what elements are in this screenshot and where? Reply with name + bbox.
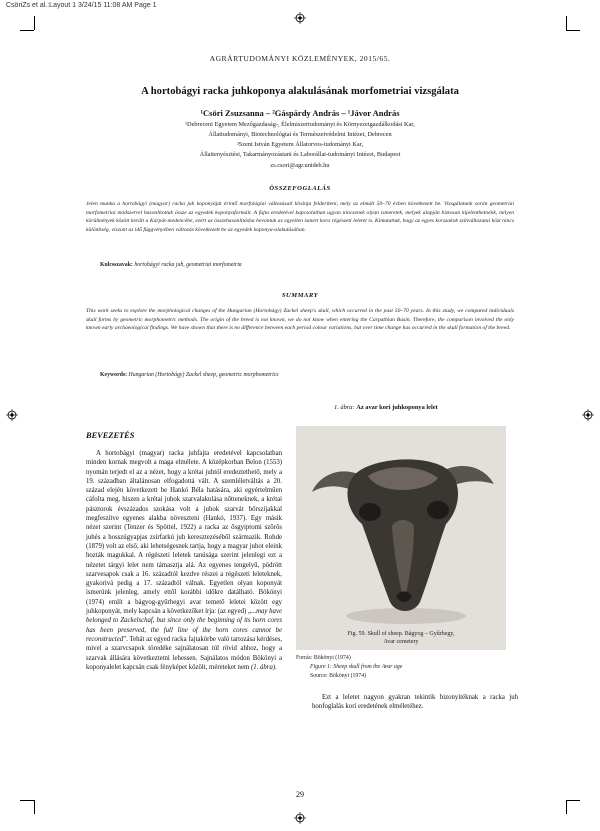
affiliation-line: Állattenyésztési, Takarmányozástani és Laborállat-tudományi Intézet, Budapest	[199, 151, 401, 158]
registration-mark-icon	[294, 812, 306, 824]
figure-number: 1. ábra:	[334, 404, 355, 411]
registration-mark-icon	[6, 409, 18, 421]
print-slug: CsöriZs et al.:Layout 1 3/24/15 11:08 AM Page 1	[6, 2, 157, 9]
affiliation-line: Állattudományi, Biotechnológiai és Természetvédelmi Intézet, Debrecen	[208, 131, 392, 138]
photo-caption	[296, 631, 506, 646]
author-list: ¹Csöri Zsuzsanna – ²Gáspárdy András – ¹Jávor András	[200, 108, 400, 118]
keywords-label: Kulcsszavak:	[100, 262, 133, 268]
intro-quote: may have belonged to Zackelschaf, but since only the beginning of its horn cores has been preserved, the full line of the horn cores cannot be reconstructed	[86, 608, 282, 643]
crop-mark	[566, 800, 580, 801]
keywords-hungarian	[100, 262, 514, 268]
crop-mark	[20, 800, 34, 801]
crop-mark	[566, 800, 567, 814]
right-column-text	[312, 693, 518, 712]
figure-reference: (1. ábra).	[250, 663, 277, 671]
crop-mark	[566, 30, 580, 31]
intro-paragraph: A hortobágyi (magyar) racka juhfajta eredetével kapcsolatban minden kornak megvolt a maga elmélete. A középkorban Belon (1553) nyomán terjedt el az a nézet, hogy a krétai juhtól eredeztethető, mely a 19. században általánosan elfogadottá vált. A szemléletváltás a 20. század elején következett be Hankó Béla hatására, aki egyértelműen cáfolta meg, hiszen a krétai juhok szarvalakulása nőtteneknek, a krétai pásztorok évszázados szokása volt a juhok szarvát bőrszíjakkal megfeszítve egyenes alakba növeszteni (Hankó, 1937). Egy másik nézet szerint (Tenzer és Spöttel, 1922) a racka az ősgyiptomi szőrős juhés a hosszúgyapjas zsírfarkú juh keresztezéséből származik. Rohde (1879) volt az első, aki lehetségesnek tartja, hogy a magyar juhot eleink hozták magukkal. A régészeti leletek tanúsága szerint jelenlegi ezt a nézetet tárgyi lelet nem támasztja alá. Az egyenes tengelyű, pödrött szarvesapok csak a 16. századtól kezdve részei a régészeti leleteknek, gyakorivá pedig a 17. századtól válnak. Egyetlen olyan koponyát ismerünk jelenleg, amely ettől korábbi időkre datálható. Bökönyi (1974) említ a bágyog-gyűrhegyi avar temető leletei között egy juhkoponyát, mely kapcsán a következőket írja: (az egyed) „...	[86, 450, 282, 616]
paper-title: A hortobágyi racka juhkoponya alakulásának morfometriai vizsgálata	[141, 86, 459, 97]
keywords-label: Keywords:	[100, 372, 128, 378]
crop-mark	[34, 16, 35, 30]
page-number: 29	[296, 790, 304, 799]
section-heading-summary: SUMMARY	[281, 292, 319, 299]
affiliation-line: ¹Debreceni Egyetem Mezőgazdaság-, Élelmiszertudományi és Környezetgazdálkodási Kar,	[185, 121, 415, 128]
keywords-english	[100, 372, 514, 378]
sheep-skull-image	[296, 426, 506, 650]
crop-mark	[566, 16, 567, 30]
author-email: zs.csori@agr.unideb.hu	[270, 162, 330, 169]
figure-caption	[334, 404, 438, 411]
registration-mark-icon	[582, 409, 594, 421]
keywords-value: hortobágyi racka juh, geometriai morfometria	[134, 262, 242, 268]
abstract-english: This work seeks to explore the morphological changes of the Hungarian (Hortobágy) Zackel sheep's skull, which occurred in the past 50–70 years. In this study, we compared individuals skull forms by geometric morphometric methods. The origin of the breed is not known, we do not know when entering the Carpathian Basin. Therefore, the comparison involved the only known early archaeological findings. We have shown that there is no difference between each period colour variations, but over time change has occurred in the skull formation of the breed.	[86, 308, 514, 332]
introduction-text	[86, 449, 282, 672]
introduction-column	[86, 431, 282, 672]
skull-photo	[296, 426, 506, 650]
figure-source-en: Source: Bökönyi (1974)	[310, 673, 367, 679]
photo-caption-line: Avar cemetery	[383, 638, 419, 645]
affiliation-line: ²Szent István Egyetem Állatorvos-tudományi Kar,	[236, 141, 364, 148]
intro-paragraph-end: ”. Tehát az egyed racka fajtakörbe való tartozása kérdéses, mivel a szarvcsapok töredéke sajnálatosan túl rövid ahhoz, hogy a szarvak állására következtetni lehessen. Sajnálatos módon Bökönyi a koponyalelet kapcsán csak fényképet közölt, méreteket nem	[86, 635, 282, 671]
figure-title-en: Figure 1: Sheep skull from the Avar age	[310, 664, 403, 670]
figure-title: Az avar kori juhkoponya lelet	[356, 404, 438, 411]
photo-caption-line: Fig. 59. Skull of sheep. Bágyog – Gyűrhegy,	[347, 631, 455, 637]
crop-mark	[20, 30, 34, 31]
figure-source-hu: Forrás: Bökönyi (1974)	[296, 655, 351, 661]
registration-mark-icon	[294, 12, 306, 24]
keywords-value: Hungarian (Hortobágy) Zackel sheep, geometric morphometrics	[128, 372, 279, 378]
right-paragraph: Ezt a leletet nagyon gyakran tekintik bizonyítéknak a racka juh honfoglalás kori eredetének elméletéhez.	[312, 694, 518, 711]
section-heading-osszefoglalas: ÖSSZEFOGLALÁS	[269, 185, 331, 192]
abstract-hungarian: Jelen munka a hortobágyi (magyar) racka juh koponyáját érintő morfológiai változásait kívánja felderíteni, mely az elmúlt 50–70 évben következett be. Vizsgálatunk során geometriai morfometriai módszerrel hasonlítottuk össze az egyedek koponyaformáit. A fajta eredetével kapcsolatban ugyan nincsenek olyan ismeretek, melyek alapján biztosan kijelenthetnénk, milyen körülmények között került a Kárpát-medencébe, ezért az összehasonlításba bevontuk az egyetlen ismert kora régészeti leletet is. Kimutattuk, hogy az egyes korszakok színváltozatai közt nincs különbség, viszont az idő függvényében változás következett be az egyedek koponya-alakulásában.	[86, 201, 514, 233]
crop-mark	[34, 800, 35, 814]
journal-header: AGRÁRTUDOMÁNYI KÖZLEMÉNYEK, 2015/65.	[209, 54, 391, 63]
section-heading-bevezetes: BEVEZETÉS	[86, 431, 135, 440]
